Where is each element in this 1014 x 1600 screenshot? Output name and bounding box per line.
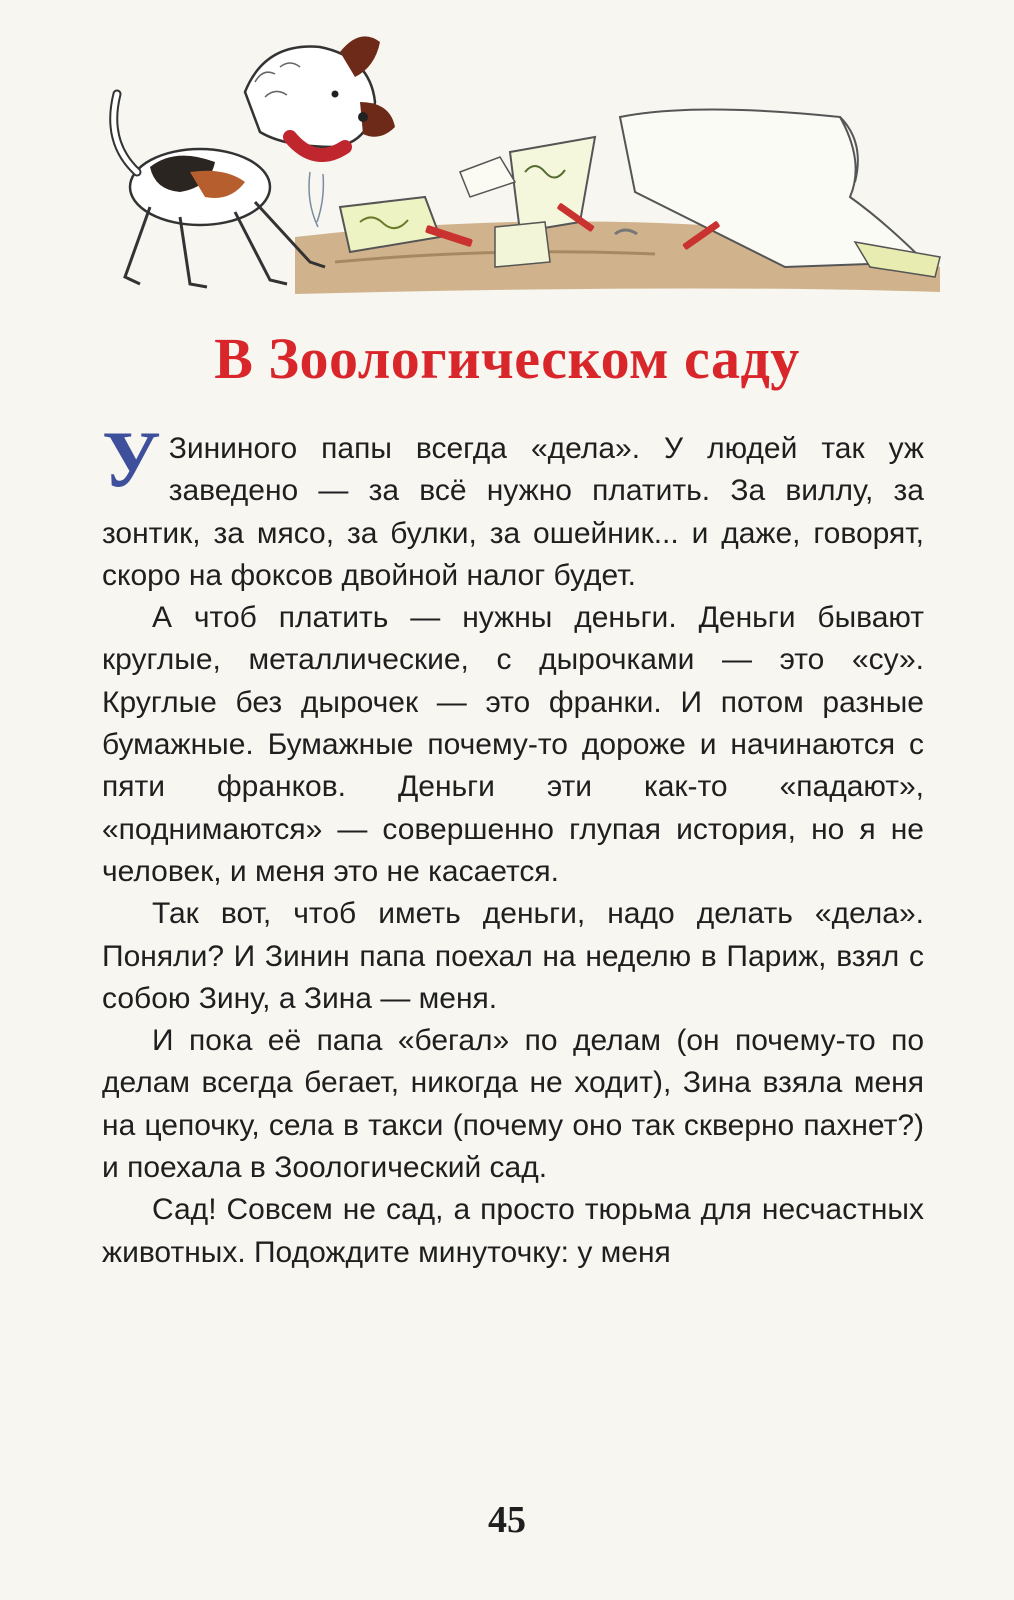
paragraph-1 — [102, 416, 924, 597]
paragraph-3: Так вот, чтоб иметь деньги, надо делать «дела». Поняли? И Зинин папа поехал на неделю в Париж, взял с собою Зину, а Зина — меня. — [102, 897, 924, 1015]
body-text — [102, 416, 924, 1274]
paragraph-1-text: Зининого папы всегда «дела». У людей так уж заведено — за всё нужно платить. За виллу, за зонтик, за мясо, за булки, за ошейник... и даже, говорят, скоро на фоксов двойной налог будет. — [102, 432, 924, 592]
page-number: 45 — [488, 1499, 526, 1541]
paragraph-5: Сад! Совсем не сад, а просто тюрьма для несчастных животных. Подождите минуточку: у меня — [102, 1193, 924, 1269]
chapter-title: В Зоологическом саду — [214, 326, 800, 391]
drop-cap: У — [102, 416, 161, 504]
paragraph-4: И пока её папа «бегал» по делам (он почему-то по делам всегда бегает, никогда не ходит), Зина взяла меня на цепочку, села в такси (почему оно так скверно пахнет?) и поехала в Зоологический сад. — [102, 1024, 924, 1185]
fox-terrier-illustration — [95, 22, 945, 302]
paragraph-2: А чтоб платить — нужны деньги. Деньги бывают круглые, металлические, с дырочками — это «су». Круглые без дырочек — это франки. И потом разные бумажные. Бумажные почему-то дороже и начинаются с пяти франков. Деньги эти как-то «падают», «поднимаются» — совершенно глупая история, но я не человек, и меня это не касается. — [102, 601, 924, 888]
